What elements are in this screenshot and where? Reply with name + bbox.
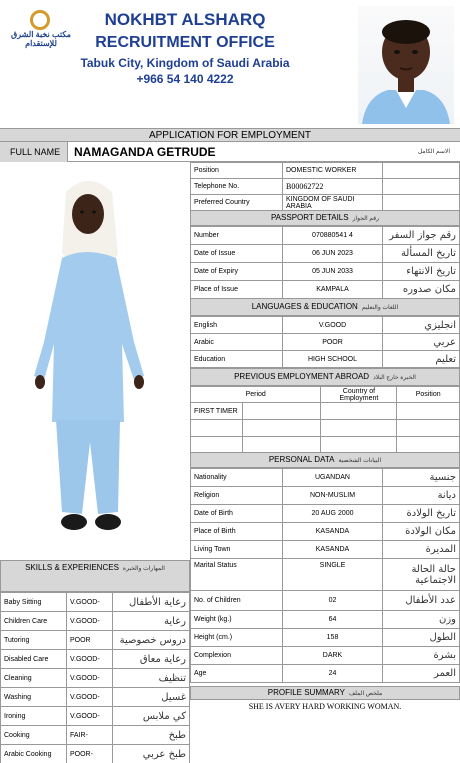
skill-row <box>1 650 190 669</box>
skill-row <box>1 745 190 763</box>
language-label: English <box>191 317 283 334</box>
skill-value: POOR- <box>67 745 113 763</box>
employment-section-header <box>190 368 460 386</box>
skill-value: V.GOOD- <box>67 707 113 726</box>
skill-value: FAIR- <box>67 726 113 745</box>
logo-emblem-icon <box>30 10 50 30</box>
passport-label: Place of Issue <box>191 281 283 299</box>
summary-title: PROFILE SUMMARY <box>267 688 345 697</box>
skill-ar: تنظيف <box>113 669 190 688</box>
personal-label: Marital Status <box>191 559 283 591</box>
personal-label: Weight (kg.) <box>191 611 283 629</box>
skill-value: V.GOOD- <box>67 650 113 669</box>
skills-table <box>0 592 190 763</box>
personal-ar: حالة الحالة الاجتماعية <box>383 559 460 591</box>
personal-label: Place of Birth <box>191 523 283 541</box>
personal-row <box>191 647 460 665</box>
language-value: HIGH SCHOOL <box>283 351 383 368</box>
company-location: Tabuk City, Kingdom of Saudi Arabia <box>80 56 290 70</box>
passport-value: 05 JUN 2033 <box>283 263 383 281</box>
job-table <box>190 162 460 211</box>
personal-label: Nationality <box>191 469 283 487</box>
language-ar: عربي <box>383 334 460 351</box>
skill-row <box>1 631 190 650</box>
skills-title-ar: المهارات والخبرة <box>122 566 165 572</box>
languages-table <box>190 316 460 368</box>
personal-value: NON-MUSLIM <box>283 487 383 505</box>
personal-label: Religion <box>191 487 283 505</box>
personal-section-header <box>190 452 460 468</box>
full-body-photo <box>0 162 190 560</box>
passport-row <box>191 281 460 299</box>
personal-row <box>191 629 460 647</box>
portrait-photo <box>358 6 454 124</box>
personal-label: Complexion <box>191 647 283 665</box>
languages-title-ar: اللغات والتعليم <box>361 305 399 311</box>
language-label: Education <box>191 351 283 368</box>
passport-title-ar: رقم الجواز <box>352 216 380 222</box>
skill-label: Arabic Cooking <box>1 745 67 763</box>
employment-table <box>190 386 460 454</box>
personal-label: Date of Birth <box>191 505 283 523</box>
skill-row <box>1 593 190 612</box>
personal-row <box>191 665 460 683</box>
skill-ar: رعاية معاق <box>113 650 190 669</box>
personal-row <box>191 469 460 487</box>
personal-ar: عدد الأطفال <box>383 591 460 611</box>
skill-value: POOR <box>67 631 113 650</box>
personal-value: 20 AUG 2000 <box>283 505 383 523</box>
job-row <box>191 179 460 195</box>
personal-title-ar: البيانات الشخصية <box>338 458 382 464</box>
personal-ar: المديرة <box>383 541 460 559</box>
language-ar: تعليم <box>383 351 460 368</box>
skill-row <box>1 612 190 631</box>
languages-title: LANGUAGES & EDUCATION <box>251 302 358 311</box>
personal-ar: وزن <box>383 611 460 629</box>
employment-title-ar: الخبرة خارج البلاد <box>373 375 416 381</box>
language-ar: انجليزي <box>383 317 460 334</box>
skill-row <box>1 726 190 745</box>
skill-ar: طبخ <box>113 726 190 745</box>
skill-ar: طبخ عربي <box>113 745 190 763</box>
passport-label: Date of Expiry <box>191 263 283 281</box>
job-label: Position <box>191 163 283 179</box>
company-logo <box>6 10 76 54</box>
passport-ar: تاريخ الانتهاء <box>383 263 460 281</box>
passport-label: Number <box>191 227 283 245</box>
full-name-value: NAMAGANDA GETRUDE <box>74 145 216 159</box>
skills-section-header <box>0 560 190 592</box>
passport-ar: مكان صدوره <box>383 281 460 299</box>
skill-ar: دروس خصوصية <box>113 631 190 650</box>
passport-section-header <box>190 210 460 226</box>
skill-label: Ironing <box>1 707 67 726</box>
company-name: NOKHBT ALSHARQ <box>104 10 266 29</box>
personal-label: Living Town <box>191 541 283 559</box>
language-value: V.GOOD <box>283 317 383 334</box>
language-row <box>191 351 460 368</box>
personal-row <box>191 541 460 559</box>
employment-title: PREVIOUS EMPLOYMENT ABROAD <box>234 372 370 381</box>
skill-row <box>1 688 190 707</box>
skill-label: Disabled Care <box>1 650 67 669</box>
job-row <box>191 195 460 211</box>
skill-ar: كي ملابس <box>113 707 190 726</box>
personal-table <box>190 468 460 683</box>
job-label: Preferred Country <box>191 195 283 211</box>
skill-value: V.GOOD- <box>67 612 113 631</box>
personal-row <box>191 487 460 505</box>
personal-ar: مكان الولادة <box>383 523 460 541</box>
employment-row <box>191 403 460 420</box>
personal-ar: جنسية <box>383 469 460 487</box>
personal-ar: العمر <box>383 665 460 683</box>
skill-label: Tutoring <box>1 631 67 650</box>
passport-title: PASSPORT DETAILS <box>270 213 349 222</box>
personal-row <box>191 591 460 611</box>
personal-label: No. of Children <box>191 591 283 611</box>
personal-row <box>191 611 460 629</box>
skill-label: Washing <box>1 688 67 707</box>
personal-ar: بشرة <box>383 647 460 665</box>
summary-text: SHE IS AVERY HARD WORKING WOMAN. <box>248 702 402 711</box>
personal-row <box>191 559 460 591</box>
job-value: DOMESTIC WORKER <box>283 163 383 179</box>
summary-section-header <box>190 686 460 700</box>
logo-text: مكتب نخبة الشرق للإستقدام <box>11 30 71 48</box>
personal-ar: ديانة <box>383 487 460 505</box>
personal-value: SINGLE <box>283 559 383 591</box>
employment-header-row <box>191 387 460 403</box>
personal-value: KASANDA <box>283 541 383 559</box>
skill-label: Baby Sitting <box>1 593 67 612</box>
job-row <box>191 163 460 179</box>
skill-label: Cleaning <box>1 669 67 688</box>
skill-row <box>1 669 190 688</box>
language-row <box>191 334 460 351</box>
application-title: APPLICATION FOR EMPLOYMENT <box>0 128 460 142</box>
skills-title: SKILLS & EXPERIENCES <box>25 563 119 572</box>
personal-value: 24 <box>283 665 383 683</box>
language-row <box>191 317 460 334</box>
personal-label: Age <box>191 665 283 683</box>
passport-row <box>191 263 460 281</box>
personal-label: Height (cm.) <box>191 629 283 647</box>
employment-first-timer: FIRST TIMER <box>191 403 243 420</box>
passport-ar: رقم جواز السفر <box>383 227 460 245</box>
skill-ar: رعاية <box>113 612 190 631</box>
header <box>0 0 460 128</box>
passport-label: Date of Issue <box>191 245 283 263</box>
skill-ar: رعاية الأطفال <box>113 593 190 612</box>
personal-ar: الطول <box>383 629 460 647</box>
full-name-ar: الاسم الكامل <box>417 149 450 155</box>
personal-row <box>191 523 460 541</box>
passport-value: 06 JUN 2023 <box>283 245 383 263</box>
job-label: Telephone No. <box>191 179 283 195</box>
personal-value: 158 <box>283 629 383 647</box>
job-value: KINGDOM OF SAUDI ARABIA <box>283 195 383 211</box>
personal-value: 02 <box>283 591 383 611</box>
employment-row <box>191 420 460 437</box>
position-column-header: Position <box>397 387 460 403</box>
passport-value: 070880541 4 <box>283 227 383 245</box>
skill-value: V.GOOD- <box>67 669 113 688</box>
personal-value: DARK <box>283 647 383 665</box>
personal-value: KASANDA <box>283 523 383 541</box>
language-label: Arabic <box>191 334 283 351</box>
skill-label: Cooking <box>1 726 67 745</box>
skill-label: Children Care <box>1 612 67 631</box>
company-subtitle: RECRUITMENT OFFICE <box>95 34 275 51</box>
personal-ar: تاريخ الولادة <box>383 505 460 523</box>
skill-value: V.GOOD- <box>67 688 113 707</box>
job-value: B00062722 <box>283 179 383 195</box>
skill-ar: غسيل <box>113 688 190 707</box>
language-value: POOR <box>283 334 383 351</box>
passport-ar: تاريخ المسألة <box>383 245 460 263</box>
personal-value: 64 <box>283 611 383 629</box>
passport-table <box>190 226 460 299</box>
full-name-row <box>0 142 460 162</box>
passport-row <box>191 245 460 263</box>
personal-row <box>191 505 460 523</box>
personal-value: UGANDAN <box>283 469 383 487</box>
passport-row <box>191 227 460 245</box>
summary-title-ar: ملخص الملف <box>348 691 383 697</box>
passport-value: KAMPALA <box>283 281 383 299</box>
full-name-label: FULL NAME <box>0 142 68 162</box>
company-phone: +966 54 140 4222 <box>136 72 234 86</box>
period-column-header: Period <box>191 387 321 403</box>
employment-row <box>191 437 460 454</box>
country-column-header: Country of Employment <box>321 387 397 403</box>
languages-section-header <box>190 298 460 316</box>
skill-value: V.GOOD- <box>67 593 113 612</box>
skill-row <box>1 707 190 726</box>
personal-title: PERSONAL DATA <box>268 455 335 464</box>
